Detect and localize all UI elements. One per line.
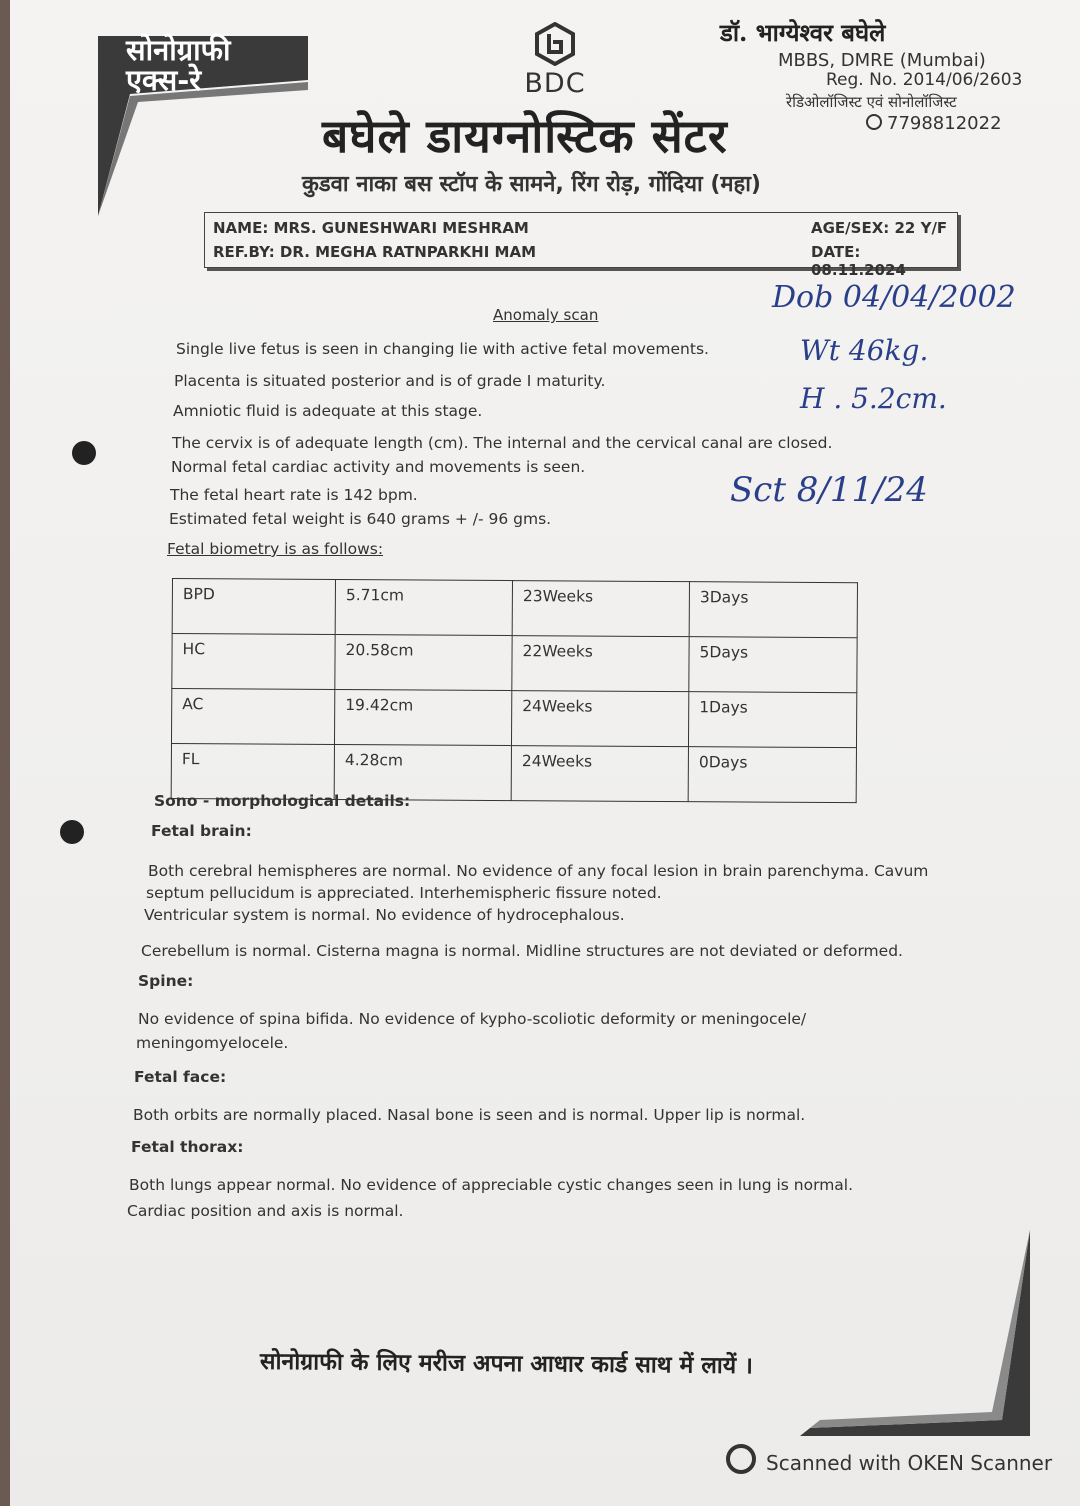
biometry-weeks: 24Weeks <box>511 746 688 802</box>
biometry-heading: Fetal biometry is as follows: <box>167 540 384 558</box>
hexagon-logo-icon <box>533 22 577 66</box>
patient-age-sex: AGE/SEX: 22 Y/F <box>811 219 948 237</box>
center-address: कुडवा नाका बस स्टॉप के सामने, रिंग रोड़, गोंदिया (महा) <box>302 172 761 197</box>
sono-heading: Sono - morphological details: <box>154 792 411 810</box>
brain-heading: Fetal brain: <box>151 822 252 840</box>
banner-line-1: सोनोग्राफी <box>126 33 231 67</box>
biometry-weeks: 22Weeks <box>512 636 689 692</box>
biometry-parameter: AC <box>171 689 334 745</box>
thorax-line: Both lungs appear normal. No evidence of appreciable cystic changes seen in lung is normal. <box>129 1176 854 1194</box>
biometry-days: 5Days <box>689 637 857 693</box>
doctor-title: रेडिओलॉजिस्ट एवं सोनोलॉजिस्ट <box>786 93 957 111</box>
biometry-parameter: HC <box>172 634 335 690</box>
spine-line: meningomyelocele. <box>136 1034 289 1052</box>
report-page <box>10 0 1080 1506</box>
punch-hole <box>60 820 84 844</box>
punch-hole <box>72 441 96 465</box>
biometry-measurement: 4.28cm <box>334 744 511 800</box>
table-row <box>172 634 857 693</box>
biometry-table <box>171 578 858 803</box>
brain-line: Ventricular system is normal. No evidence of hydrocephalous. <box>144 906 625 924</box>
scanner-text: Scanned with OKEN Scanner <box>766 1451 1053 1475</box>
scanner-logo-icon <box>726 1444 756 1474</box>
logo-text: BDC <box>524 68 586 99</box>
referred-by: REF.BY: DR. MEGHA RATNPARKHI MAM <box>213 243 536 261</box>
finding-line: Single live fetus is seen in changing lie with active fetal movements. <box>176 340 709 358</box>
scanner-watermark <box>726 1444 1052 1475</box>
biometry-weeks: 24Weeks <box>511 691 688 747</box>
finding-line: Estimated fetal weight is 640 grams + /- 96 gms. <box>169 510 552 528</box>
report-date: DATE: 08.11.2024 <box>811 243 906 279</box>
brain-line: Both cerebral hemispheres are normal. No evidence of any focal lesion in brain parenchyma. Cavum <box>148 862 929 880</box>
handwritten-height: H . 5.2cm. <box>800 382 947 415</box>
doctor-degree: MBBS, DMRE (Mumbai) <box>778 50 986 71</box>
phone-icon <box>866 114 882 130</box>
biometry-days: 3Days <box>689 582 857 638</box>
doctor-phone <box>866 113 1002 134</box>
biometry-measurement: 5.71cm <box>335 579 512 635</box>
thorax-heading: Fetal thorax: <box>131 1138 244 1156</box>
handwritten-weight: Wt 46kg. <box>800 334 929 367</box>
brain-line: septum pellucidum is appreciated. Interhemispheric fissure noted. <box>146 884 662 902</box>
biometry-parameter: FL <box>171 743 334 799</box>
table-row <box>171 689 856 748</box>
center-name: बघेले डायग्नोस्टिक सेंटर <box>322 109 728 163</box>
patient-info-box <box>204 212 958 279</box>
biometry-measurement: 20.58cm <box>335 634 512 690</box>
biometry-days: 0Days <box>688 747 856 803</box>
handwritten-note: Sct 8/11/24 <box>730 470 928 510</box>
services-banner <box>90 33 320 216</box>
finding-line: Normal fetal cardiac activity and movements is seen. <box>171 458 586 476</box>
finding-line: Amniotic fluid is adequate at this stage. <box>173 402 483 420</box>
banner-line-2: एक्स-रे <box>126 63 202 97</box>
table-row <box>172 579 857 638</box>
face-line: Both orbits are normally placed. Nasal bone is seen and is normal. Upper lip is normal. <box>133 1106 806 1124</box>
bdc-logo <box>515 22 595 102</box>
phone-number: 7798812022 <box>887 113 1002 134</box>
spine-line: No evidence of spina bifida. No evidence of kypho-scoliotic deformity or meningocele/ <box>138 1010 807 1028</box>
biometry-parameter: BPD <box>172 579 335 635</box>
brain-line: Cerebellum is normal. Cisterna magna is normal. Midline structures are not deviated or deformed. <box>141 942 903 960</box>
corner-decoration <box>780 1230 1030 1436</box>
patient-name: NAME: MRS. GUNESHWARI MESHRAM <box>213 219 529 237</box>
aadhaar-note: सोनोग्राफी के लिए मरीज अपना आधार कार्ड साथ में लायें । <box>259 1348 753 1380</box>
handwritten-dob: Dob 04/04/2002 <box>772 280 1016 315</box>
biometry-weeks: 23Weeks <box>512 581 689 637</box>
doctor-name: डॉ. भाग्येश्वर बघेले <box>720 18 886 47</box>
doctor-reg-no: Reg. No. 2014/06/2603 <box>826 70 1023 90</box>
finding-line: The cervix is of adequate length (cm). The internal and the cervical canal are closed. <box>172 434 833 452</box>
report-title: Anomaly scan <box>493 306 599 324</box>
biometry-days: 1Days <box>688 692 856 748</box>
biometry-measurement: 19.42cm <box>334 689 511 745</box>
finding-line: The fetal heart rate is 142 bpm. <box>170 486 418 504</box>
finding-line: Placenta is situated posterior and is of grade I maturity. <box>174 372 606 390</box>
spine-heading: Spine: <box>138 972 194 990</box>
thorax-line: Cardiac position and axis is normal. <box>127 1202 404 1220</box>
face-heading: Fetal face: <box>134 1068 227 1086</box>
